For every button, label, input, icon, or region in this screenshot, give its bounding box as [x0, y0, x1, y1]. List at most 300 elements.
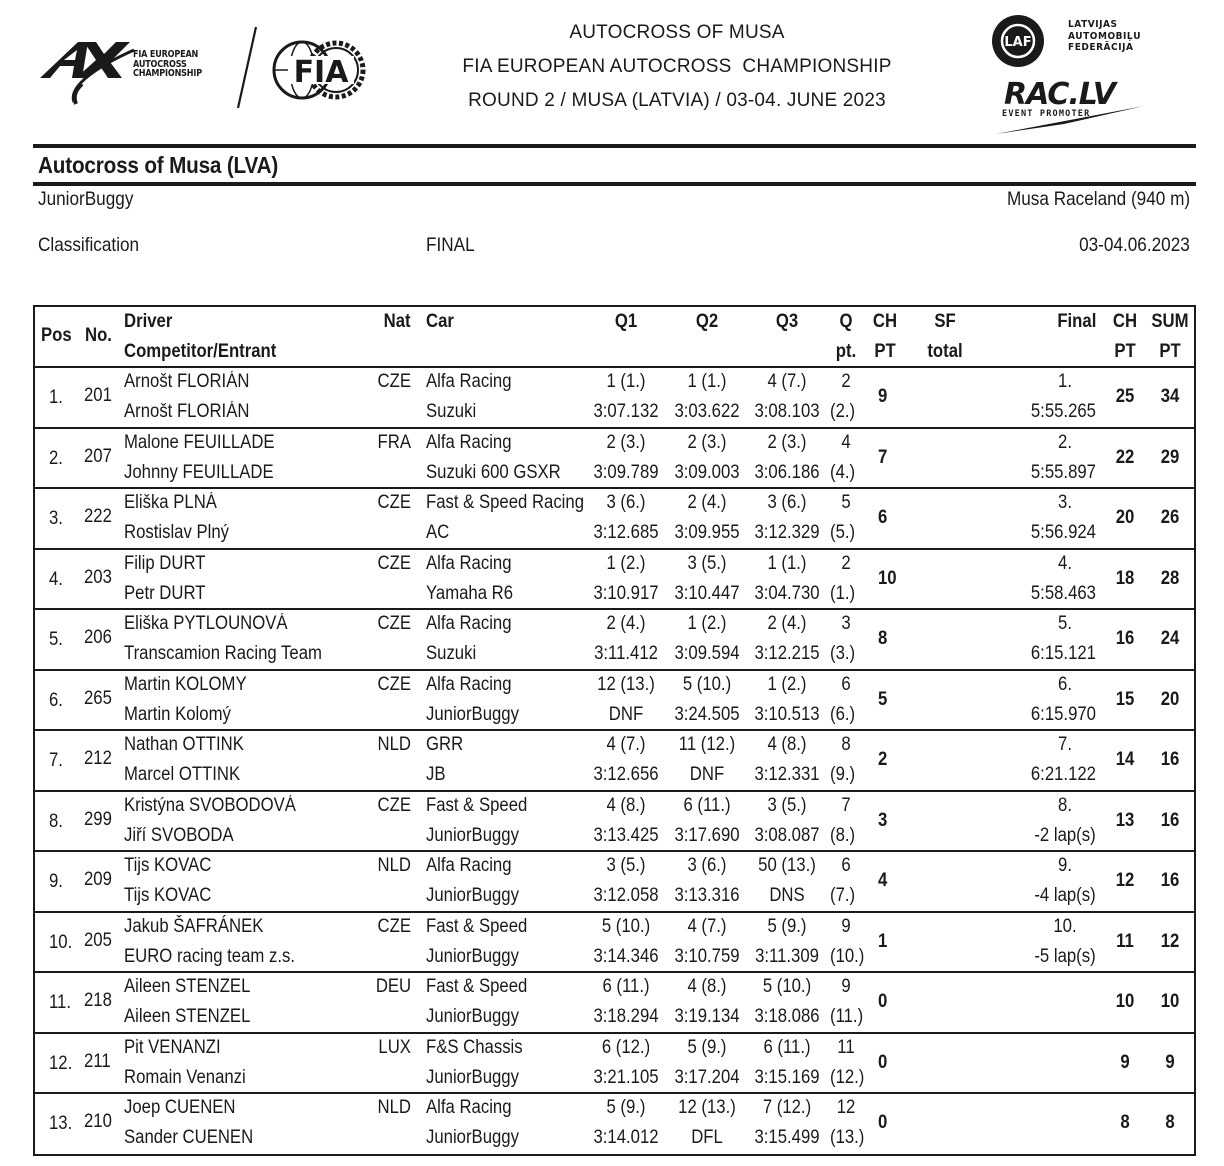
- cell-final-pos: 9.: [1058, 855, 1072, 876]
- cell-q2-result: 2 (4.): [687, 492, 727, 513]
- cell-car: JB: [426, 764, 446, 785]
- cell-q2-time: 3:03.622: [674, 401, 740, 422]
- cell-final-pos: 10.: [1053, 915, 1077, 937]
- cell-q2-result: 3 (6.): [687, 855, 727, 876]
- cell-q-rank: (3.): [830, 643, 856, 664]
- cell-competitor: Johnny FEUILLADE: [124, 461, 274, 483]
- cell-car: JuniorBuggy: [426, 885, 519, 906]
- cell-final-pos: 1.: [1058, 371, 1072, 392]
- cell-sum-pt: 10: [1160, 991, 1180, 1012]
- cell-q2-result: 3 (5.): [687, 552, 727, 574]
- cell-ch-pt: 10: [1115, 991, 1135, 1012]
- cell-q2-result: 1 (1.): [687, 371, 727, 392]
- cell-q-rank: (1.): [830, 582, 856, 604]
- cell-q1-time: 3:10.917: [593, 582, 659, 604]
- cell-q2-result: 1 (2.): [687, 613, 727, 634]
- cell-q3-time: 3:15.169: [754, 1066, 820, 1088]
- cell-q-points: 6: [841, 673, 851, 695]
- cell-driver: Aileen STENZEL: [124, 976, 251, 997]
- cell-car: JuniorBuggy: [426, 1066, 519, 1088]
- cell-q1-result: 3 (6.): [606, 492, 646, 513]
- cell-driver: Arnošt FLORIÁN: [124, 371, 250, 392]
- cell-ch-points: 2: [878, 749, 888, 770]
- cell-q-rank: (11.): [830, 1006, 864, 1027]
- table-row: [35, 790, 1194, 851]
- cell-q3-time: 3:04.730: [754, 582, 820, 604]
- cell-ch-points: 3: [878, 809, 888, 831]
- cell-q-points: 2: [841, 371, 851, 392]
- cell-q-rank: (7.): [830, 885, 856, 906]
- header-rule-bottom: [33, 182, 1196, 186]
- cell-q-points: 8: [841, 734, 851, 755]
- cell-q1-time: 3:12.685: [593, 522, 659, 543]
- cell-competitor: Rostislav Plný: [124, 522, 230, 543]
- col-q2: Q2: [695, 311, 719, 332]
- cell-q1-time: 3:14.346: [593, 945, 659, 967]
- cell-q1-result: 1 (1.): [606, 371, 646, 392]
- cell-q2-result: 5 (10.): [682, 673, 732, 695]
- cell-no: 201: [84, 385, 112, 406]
- rac-logo-sub: EVENT PROMOTER: [1002, 109, 1091, 119]
- cell-nat: CZE: [377, 552, 411, 574]
- cell-nat: LUX: [378, 1036, 411, 1058]
- cell-ch-pt: 20: [1115, 507, 1135, 528]
- cell-q3-result: 4 (7.): [767, 371, 807, 392]
- cell-q3-time: 3:08.087: [754, 824, 820, 846]
- cell-q3-result: 50 (13.): [758, 855, 816, 876]
- cell-ch-points: 7: [878, 446, 888, 468]
- cell-q-rank: (8.): [830, 824, 856, 846]
- table-row: [35, 427, 1194, 488]
- col-ch-top: CH: [872, 311, 898, 332]
- col-q3: Q3: [775, 311, 799, 332]
- cell-final-time: -4 lap(s): [1034, 885, 1096, 906]
- cell-no: 265: [84, 687, 112, 709]
- cell-pos: 8.: [49, 810, 63, 832]
- cell-q3-time: 3:15.499: [754, 1127, 820, 1148]
- cell-q2-time: 3:17.690: [674, 824, 740, 846]
- col-sum-bottom: PT: [1159, 341, 1181, 362]
- cell-q2-time: 3:09.955: [674, 522, 740, 543]
- col-q1: Q1: [614, 311, 638, 332]
- cell-nat: CZE: [377, 371, 411, 392]
- cell-ch-points: 1: [878, 930, 888, 952]
- cell-final-time: 5:55.897: [1030, 461, 1096, 483]
- cell-q3-result: 4 (8.): [767, 734, 807, 755]
- cell-q1-result: 1 (2.): [606, 552, 646, 574]
- cell-q-points: 12: [836, 1097, 856, 1118]
- cell-nat: FRA: [377, 431, 411, 453]
- cell-ch-points: 10: [878, 567, 897, 589]
- cell-q2-time: 3:09.003: [674, 461, 740, 483]
- cell-ch-points: 6: [878, 507, 888, 528]
- cell-q1-result: 2 (4.): [606, 613, 646, 634]
- cell-nat: CZE: [377, 794, 411, 816]
- cell-q3-time: 3:12.329: [754, 522, 820, 543]
- table-row: [35, 366, 1194, 427]
- laf-text-line: LATVIJAS: [1068, 19, 1118, 30]
- cell-ch-pt: 14: [1115, 749, 1135, 770]
- cell-car: JuniorBuggy: [426, 1127, 519, 1148]
- cell-ch-points: 5: [878, 688, 888, 710]
- cell-sum-pt: 34: [1160, 386, 1180, 407]
- table-row: [35, 608, 1194, 669]
- cell-q3-time: 3:10.513: [754, 703, 820, 725]
- title-line-2: FIA EUROPEAN AUTOCROSS CHAMPIONSHIP: [462, 56, 892, 77]
- fia-logo: [272, 38, 368, 102]
- cell-pos: 1.: [49, 387, 63, 408]
- cell-q3-time: 3:11.309: [755, 945, 819, 967]
- cell-no: 205: [84, 929, 112, 951]
- cell-q-points: 11: [837, 1036, 855, 1058]
- cell-no: 299: [84, 808, 112, 830]
- cell-competitor: Jiří SVOBODA: [124, 824, 234, 846]
- results-table: [33, 305, 1196, 1156]
- col-chpt-top: CH: [1112, 311, 1138, 332]
- cell-team: Alfa Racing: [426, 431, 512, 453]
- cell-car: JuniorBuggy: [426, 824, 519, 846]
- cell-pos: 11.: [49, 992, 72, 1013]
- col-ch-bottom: PT: [874, 341, 896, 362]
- laf-text-line: AUTOMOBIĻU: [1068, 30, 1142, 42]
- event-dates: 03-04.06.2023: [1079, 234, 1190, 256]
- cell-q3-result: 5 (9.): [767, 915, 807, 937]
- cell-nat: CZE: [377, 915, 411, 937]
- cell-q-points: 6: [841, 855, 851, 876]
- cell-q2-time: 3:10.447: [674, 582, 740, 604]
- cell-q1-time: 3:12.058: [593, 885, 659, 906]
- doc-type: Classification: [38, 234, 140, 256]
- cell-ch-points: 0: [878, 1112, 888, 1133]
- cell-pos: 13.: [49, 1113, 73, 1134]
- cell-driver: Joep CUENEN: [124, 1097, 236, 1118]
- col-competitor: Competitor/Entrant: [124, 341, 277, 362]
- cell-ch-pt: 12: [1115, 870, 1135, 891]
- cell-no: 218: [84, 990, 112, 1011]
- col-chpt-bottom: PT: [1114, 341, 1136, 362]
- cell-driver: Kristýna SVOBODOVÁ: [124, 794, 296, 816]
- cell-team: Fast & Speed: [426, 976, 528, 997]
- cell-ch-pt: 16: [1115, 628, 1135, 649]
- cell-q-rank: (5.): [830, 522, 856, 543]
- table-row: [35, 669, 1194, 730]
- cell-q-points: 2: [841, 552, 851, 574]
- cell-q-points: 5: [841, 492, 851, 513]
- cell-q3-result: 1 (2.): [767, 673, 807, 695]
- cell-nat: DEU: [375, 976, 411, 997]
- cell-competitor: EURO racing team z.s.: [124, 945, 295, 967]
- cell-ch-pt: 22: [1115, 446, 1135, 468]
- cell-pos: 2.: [49, 447, 63, 469]
- cell-q3-result: 3 (6.): [767, 492, 807, 513]
- table-row: [35, 548, 1194, 609]
- cell-final-pos: 4.: [1058, 552, 1072, 574]
- table-row: [35, 487, 1194, 548]
- cell-q2-time: 3:24.505: [674, 703, 740, 725]
- col-sf-bottom: total: [927, 341, 963, 362]
- rac-logo-text: RAC.LV: [1004, 77, 1116, 112]
- cell-q3-result: 7 (12.): [762, 1097, 812, 1118]
- cell-ch-pt: 18: [1115, 567, 1135, 589]
- cell-car: Suzuki 600 GSXR: [426, 461, 561, 483]
- cell-ch-points: 4: [878, 870, 888, 891]
- cell-q1-time: 3:18.294: [593, 1006, 659, 1027]
- cell-driver: Eliška PYTLOUNOVÁ: [124, 613, 288, 634]
- cell-q3-time: 3:08.103: [754, 401, 820, 422]
- cell-team: Alfa Racing: [426, 371, 512, 392]
- cell-sum-pt: 16: [1160, 749, 1180, 770]
- cell-final-time: 5:58.463: [1030, 582, 1096, 604]
- cell-driver: Filip DURT: [124, 552, 206, 574]
- cell-competitor: Tijs KOVAC: [124, 885, 212, 906]
- cell-pos: 9.: [49, 871, 63, 892]
- cell-sum-pt: 24: [1160, 628, 1180, 649]
- col-final: Final: [1056, 311, 1096, 332]
- event-track: Musa Raceland (940 m): [1006, 188, 1190, 210]
- cell-q2-result: 5 (9.): [687, 1036, 727, 1058]
- col-sum-top: SUM: [1151, 311, 1189, 332]
- cell-q1-time: 3:09.789: [593, 461, 659, 483]
- cell-q-rank: (4.): [830, 461, 856, 483]
- laf-logo-mark: LAF: [1004, 35, 1032, 50]
- cell-team: Alfa Racing: [426, 1097, 512, 1118]
- cell-q-points: 9: [841, 976, 851, 997]
- cell-competitor: Petr DURT: [124, 582, 206, 604]
- cell-q2-time: 3:09.594: [674, 643, 740, 664]
- cell-q-points: 3: [841, 613, 851, 634]
- cell-pos: 6.: [49, 689, 63, 711]
- cell-car: AC: [426, 522, 450, 543]
- stage-label: FINAL: [426, 234, 475, 256]
- cell-no: 209: [84, 869, 112, 890]
- cell-q2-time: DNF: [689, 764, 725, 785]
- logo-divider: [232, 25, 262, 110]
- cell-nat: NLD: [377, 855, 411, 876]
- cell-ch-points: 0: [878, 1051, 888, 1073]
- cell-final-pos: 3.: [1058, 492, 1072, 513]
- cell-team: Fast & Speed: [426, 794, 528, 816]
- cell-car: Yamaha R6: [426, 582, 514, 604]
- cell-q2-time: 3:10.759: [674, 945, 740, 967]
- laf-logo: [988, 14, 1052, 68]
- cell-no: 207: [84, 445, 112, 467]
- cell-final-time: 5:56.924: [1030, 522, 1096, 543]
- table-header: [35, 307, 1194, 366]
- cell-pos: 3.: [49, 508, 63, 529]
- cell-q1-time: 3:13.425: [593, 824, 659, 846]
- cell-ch-pt: 11: [1116, 930, 1134, 952]
- table-row: [35, 850, 1194, 911]
- cell-competitor: Romain Venanzi: [124, 1066, 246, 1088]
- cell-final-pos: 2.: [1058, 431, 1072, 453]
- cell-pos: 4.: [49, 568, 63, 590]
- cell-q-rank: (2.): [830, 401, 856, 422]
- ax-logo-text: FIA EUROPEAN AUTOCROSS CHAMPIONSHIP: [133, 49, 202, 79]
- cell-driver: Martin KOLOMY: [124, 673, 247, 695]
- cell-car: JuniorBuggy: [426, 703, 519, 725]
- cell-car: JuniorBuggy: [426, 1006, 519, 1027]
- col-no: No.: [85, 325, 112, 346]
- cell-sum-pt: 12: [1160, 930, 1180, 952]
- cell-final-time: 5:55.265: [1030, 401, 1096, 422]
- table-row: [35, 1032, 1194, 1093]
- cell-final-pos: 5.: [1058, 613, 1072, 634]
- cell-q3-time: 3:12.331: [754, 764, 820, 785]
- cell-q2-time: 3:19.134: [674, 1006, 740, 1027]
- cell-sum-pt: 28: [1160, 567, 1180, 589]
- cell-no: 222: [84, 506, 112, 527]
- cell-competitor: Transcamion Racing Team: [124, 643, 322, 664]
- event-class: JuniorBuggy: [38, 188, 134, 210]
- cell-q-rank: (13.): [830, 1127, 865, 1148]
- cell-q1-time: 3:12.656: [593, 764, 659, 785]
- cell-final-time: -5 lap(s): [1034, 945, 1096, 967]
- cell-q1-time: 3:07.132: [593, 401, 659, 422]
- cell-team: Fast & Speed: [426, 915, 528, 937]
- col-driver: Driver: [124, 311, 173, 332]
- col-qpt-top: Q: [839, 311, 853, 332]
- table-row: [35, 729, 1194, 790]
- cell-nat: CZE: [377, 613, 411, 634]
- cell-ch-pt: 15: [1115, 688, 1135, 710]
- cell-q2-result: 4 (7.): [687, 915, 727, 937]
- cell-q1-result: 5 (10.): [601, 915, 651, 937]
- cell-competitor: Arnošt FLORIÁN: [124, 401, 250, 422]
- cell-q-rank: (10.): [830, 945, 865, 967]
- event-title: Autocross of Musa (LVA): [38, 152, 279, 178]
- cell-team: GRR: [426, 734, 464, 755]
- cell-competitor: Aileen STENZEL: [124, 1006, 251, 1027]
- cell-q2-result: 11 (12.): [678, 734, 736, 755]
- cell-sum-pt: 16: [1160, 809, 1180, 831]
- cell-sum-pt: 26: [1160, 507, 1180, 528]
- cell-ch-pt: 25: [1115, 386, 1135, 407]
- cell-team: Alfa Racing: [426, 673, 512, 695]
- cell-q1-result: 5 (9.): [606, 1097, 646, 1118]
- cell-competitor: Martin Kolomý: [124, 703, 231, 725]
- table-row: [35, 971, 1194, 1032]
- cell-competitor: Sander CUENEN: [124, 1127, 254, 1148]
- cell-q2-time: DFL: [691, 1127, 723, 1148]
- championship-title: [420, 16, 934, 118]
- cell-q1-result: 6 (11.): [602, 976, 650, 997]
- col-qpt-bottom: pt.: [835, 341, 857, 362]
- cell-q1-result: 2 (3.): [606, 431, 646, 453]
- cell-final-time: 6:21.122: [1030, 764, 1096, 785]
- cell-q3-time: DNS: [769, 885, 805, 906]
- cell-pos: 5.: [49, 629, 63, 650]
- cell-ch-points: 8: [878, 628, 888, 649]
- cell-no: 203: [84, 566, 112, 588]
- cell-q-rank: (6.): [830, 703, 856, 725]
- cell-driver: Jakub ŠAFRÁNEK: [124, 915, 264, 937]
- col-car: Car: [426, 311, 454, 332]
- cell-q-points: 9: [841, 915, 851, 937]
- cell-q1-result: 12 (13.): [597, 673, 655, 695]
- cell-pos: 7.: [49, 750, 63, 771]
- cell-no: 206: [84, 627, 112, 648]
- cell-ch-pt: 9: [1120, 1051, 1130, 1073]
- cell-q1-result: 6 (12.): [601, 1036, 651, 1058]
- cell-driver: Nathan OTTINK: [124, 734, 244, 755]
- cell-sum-pt: 8: [1165, 1112, 1175, 1133]
- table-row: [35, 1092, 1194, 1153]
- cell-car: JuniorBuggy: [426, 945, 519, 967]
- cell-ch-pt: 13: [1115, 809, 1135, 831]
- col-sf-top: SF: [934, 311, 956, 332]
- cell-sum-pt: 20: [1160, 688, 1180, 710]
- cell-ch-points: 9: [878, 386, 888, 407]
- cell-q1-time: DNF: [608, 703, 644, 725]
- cell-ch-pt: 8: [1120, 1112, 1130, 1133]
- cell-q1-result: 4 (8.): [606, 794, 646, 816]
- cell-final-time: -2 lap(s): [1034, 824, 1096, 846]
- table-row: [35, 911, 1194, 972]
- cell-q2-result: 4 (8.): [687, 976, 727, 997]
- cell-q-points: 4: [841, 431, 851, 453]
- fia-logo-text: FIA: [293, 55, 349, 90]
- cell-q3-result: 5 (10.): [762, 976, 812, 997]
- cell-q3-result: 6 (11.): [763, 1036, 811, 1058]
- col-nat: Nat: [384, 311, 411, 332]
- cell-pos: 12.: [49, 1052, 73, 1074]
- cell-q1-time: 3:14.012: [593, 1127, 659, 1148]
- cell-nat: CZE: [377, 492, 411, 513]
- cell-team: Alfa Racing: [426, 552, 512, 574]
- cell-q3-result: 1 (1.): [767, 552, 807, 574]
- cell-q1-time: 3:11.412: [594, 643, 658, 664]
- cell-nat: NLD: [377, 734, 411, 755]
- rac-lv-logo: [994, 74, 1154, 136]
- cell-q2-time: 3:17.204: [674, 1066, 740, 1088]
- cell-team: Fast & Speed Racing: [426, 492, 585, 513]
- cell-q2-result: 12 (13.): [678, 1097, 736, 1118]
- cell-q3-result: 3 (5.): [767, 794, 807, 816]
- cell-sum-pt: 16: [1160, 870, 1180, 891]
- cell-no: 212: [84, 748, 112, 769]
- cell-team: Alfa Racing: [426, 855, 512, 876]
- cell-final-pos: 7.: [1058, 734, 1072, 755]
- cell-sum-pt: 29: [1160, 446, 1180, 468]
- cell-q-points: 7: [841, 794, 851, 816]
- cell-q2-result: 6 (11.): [683, 794, 731, 816]
- cell-final-time: 6:15.970: [1030, 703, 1096, 725]
- cell-q1-result: 4 (7.): [606, 734, 646, 755]
- cell-q1-result: 3 (5.): [606, 855, 646, 876]
- cell-q3-time: 3:18.086: [754, 1006, 820, 1027]
- cell-final-time: 6:15.121: [1030, 643, 1096, 664]
- col-pos: Pos: [41, 325, 72, 346]
- cell-ch-points: 0: [878, 991, 888, 1012]
- cell-no: 211: [84, 1050, 111, 1072]
- cell-q3-time: 3:06.186: [754, 461, 820, 483]
- cell-q2-result: 2 (3.): [687, 431, 727, 453]
- cell-team: Alfa Racing: [426, 613, 512, 634]
- laf-logo-text: [1068, 19, 1141, 54]
- header-rule-top: [33, 144, 1196, 148]
- cell-driver: Eliška PLNÁ: [124, 492, 217, 513]
- cell-q3-time: 3:12.215: [754, 643, 820, 664]
- cell-car: Suzuki: [426, 643, 477, 664]
- cell-q1-time: 3:21.105: [593, 1066, 659, 1088]
- cell-car: Suzuki: [426, 401, 477, 422]
- cell-no: 210: [84, 1111, 112, 1132]
- cell-competitor: Marcel OTTINK: [124, 764, 241, 785]
- cell-q-rank: (12.): [830, 1066, 865, 1088]
- cell-q-rank: (9.): [830, 764, 856, 785]
- cell-driver: Pit VENANZI: [124, 1036, 221, 1058]
- cell-driver: Malone FEUILLADE: [124, 431, 275, 453]
